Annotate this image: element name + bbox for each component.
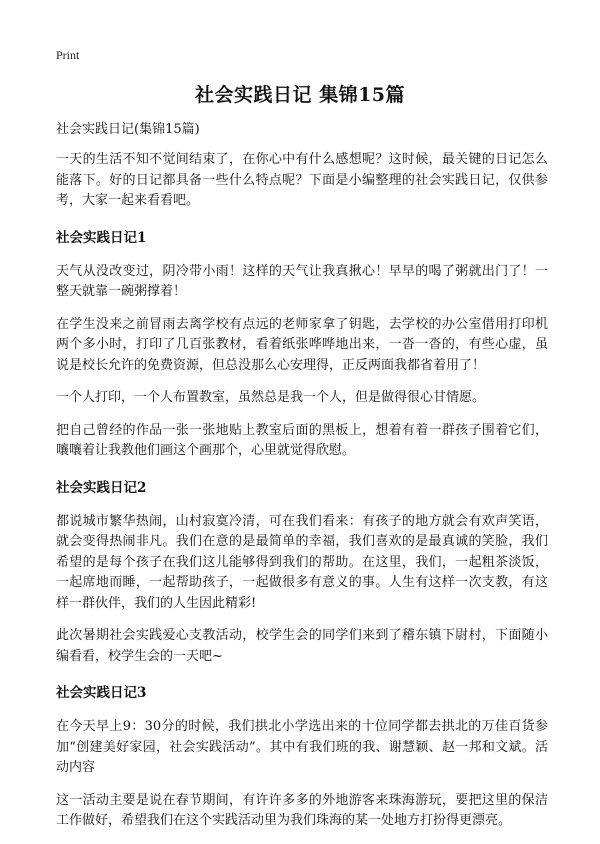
section-heading-1: 社会实践日记1 (56, 229, 147, 246)
section-2-paragraph-2: 此次暑期社会实践爱心支教活动，校学生会的同学们来到了稽东镇下尉村，下面随小编看看，校学生会的一天吧~ (56, 628, 548, 664)
section-heading-3: 社会实践日记3 (56, 685, 147, 701)
print-label: Print (56, 48, 80, 62)
section-1-paragraph-4: 把自己曾经的作品一张一张地贴上教室后面的黑板上，想着有着一群孩子围着它们，嚷嚷着让我教他们画这个画那个，心里就觉得欣慰。 (56, 422, 548, 458)
section-3-paragraph-1: 在今天早上9：30分的时候，我们拱北小学选出来的十位同学都去拱北的万佳百货参加“创建美好家园，社会实践活动”。其中有我们班的我、谢慧颖、赵一邦和文斌。活动内容 (56, 719, 548, 775)
section-heading-2: 社会实践日记2 (56, 479, 147, 496)
intro-paragraph: 一天的生活不知不觉间结束了，在你心中有什么感想呢？这时候，最关键的日记怎么能落下。好的日记都具备一些什么特点呢？下面是小编整理的社会实践日记，仅供参考，大家一起来看看吧。 (56, 152, 548, 208)
section-2-paragraph-1: 都说城市繁华热闹，山村寂寞冷清，可在我们看来：有孩子的地方就会有欢声笑语，就会变得热闹非凡。我们在意的是最简单的幸福，我们喜欢的是最真诚的笑脸，我们希望的是每个孩子在我们这儿能够得到我们的帮助。在这里，我们，一起粗茶淡饭，一起席地而睡，一起帮助孩子，一起做很多有意义的事。人生有这样一次支教，有这样一群伙伴，我们的人生因此精彩! (56, 513, 548, 611)
section-1-paragraph-2: 在学生没来之前冒雨去离学校有点远的老师家拿了钥匙，去学校的办公室借用打印机两个多小时，打印了几百张教材，看着纸张哗哗地出来，一沓一沓的，有些心虚，虽说是校长允许的免费资源，但总没那么心安理得，正反两面我都省着用了！ (56, 316, 548, 373)
document-body (56, 120, 548, 844)
document-subtitle: 社会实践日记(集锦15篇) (56, 122, 200, 137)
page-title: 社会实践日记 集锦15篇 (194, 84, 406, 106)
section-3-paragraph-2: 这一活动主要是说在春节期间，有许许多多的外地游客来珠海游玩，要把这里的保洁工作做好，希望我们在这个实践活动里为我们珠海的某一处地方打扮得更漂亮。 (56, 792, 548, 828)
section-1-paragraph-1: 天气从没改变过，阴冷带小雨！这样的天气让我真揪心！早早的喝了粥就出门了！一整天就靠一碗粥撑着！ (56, 263, 548, 299)
section-1-paragraph-3: 一个人打印，一个人布置教室，虽然总是我一个人，但是做得很心甘情愿。 (56, 390, 486, 405)
